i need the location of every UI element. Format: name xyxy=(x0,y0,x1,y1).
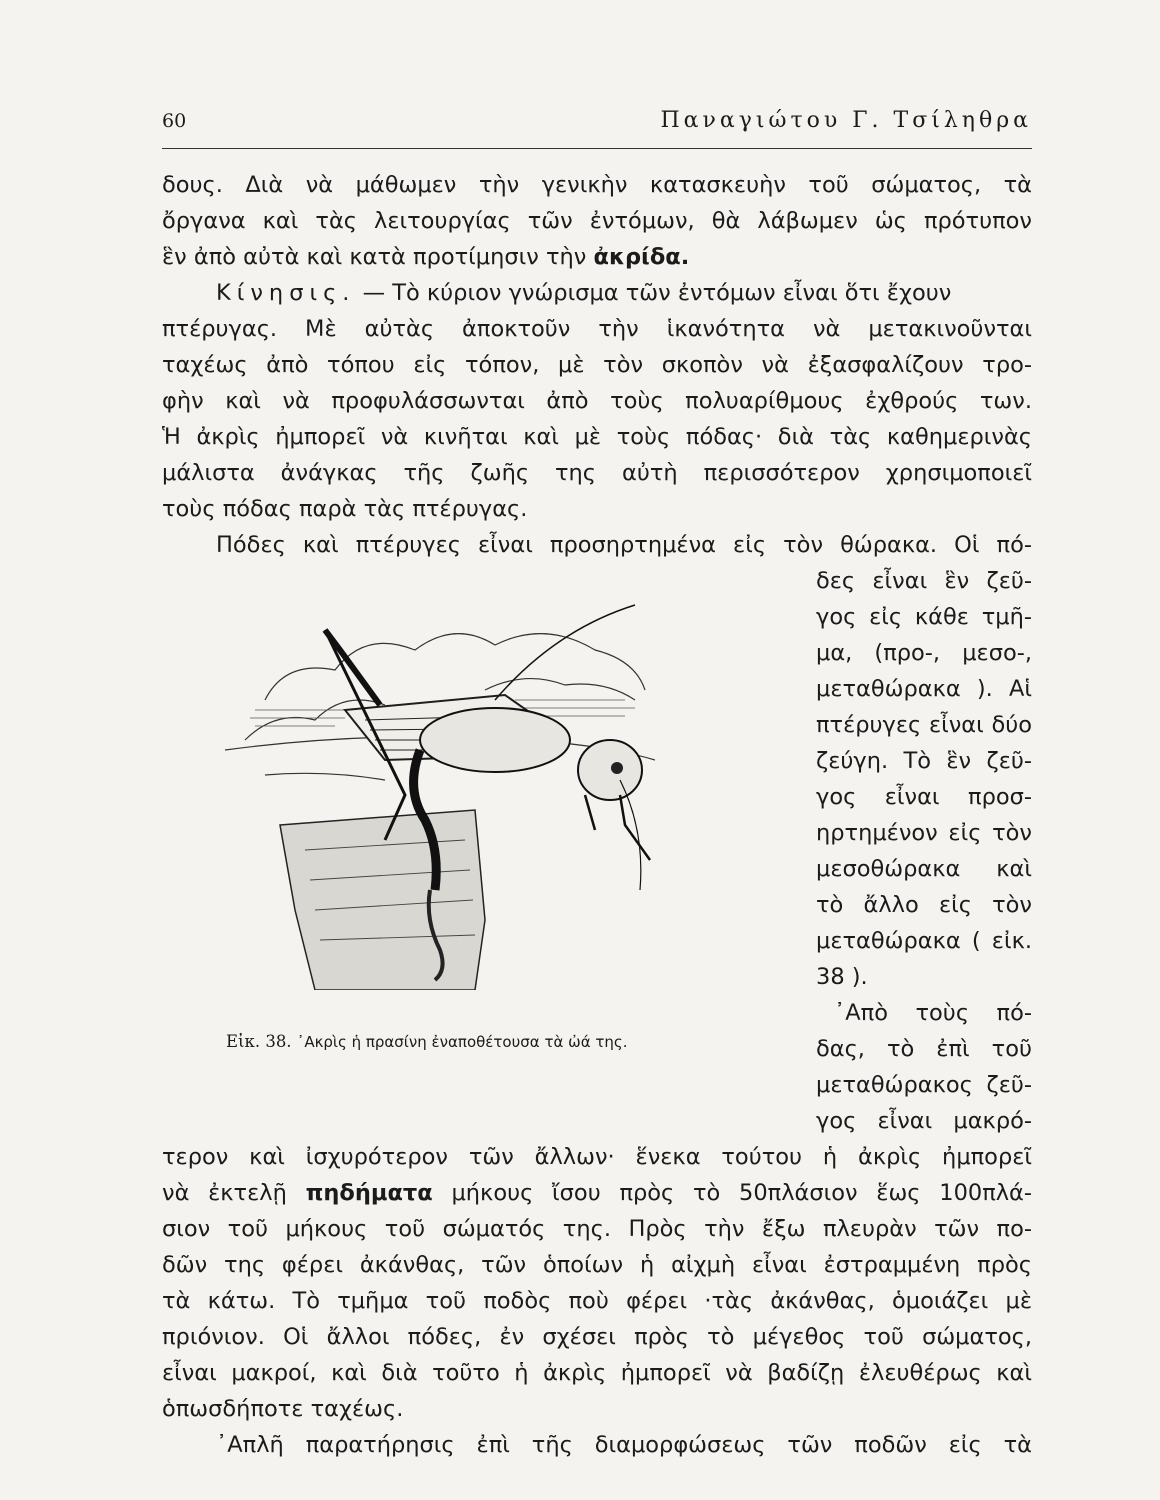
text-span: ἓν ἀπὸ αὐτὰ καὶ κατὰ προτίμησιν τὴν xyxy=(162,244,587,270)
text-line: Ἡ ἀκρὶς ἠμπορεῖ νὰ κινῆται καὶ μὲ τοὺς πόδας· διὰ τὰς καθημερινὰς xyxy=(162,424,1032,450)
side-text-line: μα, (προ-, μεσο-, xyxy=(816,640,1032,666)
side-text-line: δας, τὸ ἐπὶ τοῦ xyxy=(816,1036,1032,1062)
side-text-line: μεταθώρακος ζεῦ- xyxy=(816,1072,1032,1098)
text-line: τὰ κάτω. Τὸ τμῆμα τοῦ ποδὸς ποὺ φέρει ·τὰς ἀκάνθας, ὁμοιάζει μὲ xyxy=(162,1288,1032,1314)
text-line: Πόδες καὶ πτέρυγες εἶναι προσηρτημένα εἰς τὸν θώρακα. Οἱ πό- xyxy=(216,532,1032,558)
text-line xyxy=(162,1175,1032,1211)
running-head: Παναγιώτου Γ. Τσίληθρα xyxy=(660,108,1032,133)
figure-caption xyxy=(226,1032,627,1051)
side-text-line: ζεύγη. Τὸ ἓν ζεῦ- xyxy=(816,748,1032,774)
text-line: πτέρυγας. Μὲ αὐτὰς ἀποκτοῦν τὴν ἱκανότητα νὰ μετακινοῦνται xyxy=(162,316,1032,342)
text-span: μήκους ἴσου πρὸς τὸ 50πλάσιον ἕως 100πλά- xyxy=(451,1180,1033,1206)
term-pidimata: πηδήματα xyxy=(305,1180,433,1206)
page-header xyxy=(162,108,1032,149)
text-line: πριόνιον. Οἱ ἄλλοι πόδες, ἐν σχέσει πρὸς τὸ μέγεθος τοῦ σώματος, xyxy=(162,1324,1032,1350)
grasshopper-illustration xyxy=(225,590,655,990)
text-line: φὴν καὶ νὰ προφυλάσσωνται ἀπὸ τοὺς πολυαρίθμους ἐχθρούς των. xyxy=(162,388,1032,414)
caption-label: Εἰκ. 38. xyxy=(226,1032,292,1051)
side-text-line: ηρτημένον εἰς τὸν xyxy=(816,820,1032,846)
text-line: τερον καὶ ἰσχυρότερον τῶν ἄλλων· ἕνεκα τούτου ἡ ἀκρὶς ἠμπορεῖ xyxy=(162,1144,1032,1170)
side-text-line: μεταθώρακα ). Αἱ xyxy=(816,676,1032,702)
side-text-line: πτέρυγες εἶναι δύο xyxy=(816,712,1032,738)
text-line: εἶναι μακροί, καὶ διὰ τοῦτο ἡ ἀκρὶς ἠμπορεῖ νὰ βαδίζῃ ἐλευθέρως καὶ xyxy=(162,1360,1032,1386)
side-text-line: μεσοθώρακα καὶ xyxy=(816,856,1032,882)
side-text-line: 38 ). xyxy=(816,964,868,990)
side-text-line: ᾿Απὸ τοὺς πό- xyxy=(834,1000,1032,1026)
section-line xyxy=(216,275,951,311)
text-line: μάλιστα ἀνάγκας τῆς ζωῆς της αὐτὴ περισσότερον χρησιμοποιεῖ xyxy=(162,460,1032,486)
text-line: τοὺς πόδας παρὰ τὰς πτέρυγας. xyxy=(162,496,528,522)
section-title: Κίνησις. xyxy=(216,280,356,306)
side-text-line: τὸ ἄλλο εἰς τὸν xyxy=(816,892,1032,918)
text-span: — Τὸ κύριον γνώρισμα τῶν ἐντόμων εἶναι ὅτι ἔχουν xyxy=(355,280,952,306)
text-line: δους. Διὰ νὰ μάθωμεν τὴν γενικὴν κατασκευὴν τοῦ σώματος, τὰ xyxy=(162,172,1032,198)
text-line: σιον τοῦ μήκους τοῦ σώματός της. Πρὸς τὴν ἔξω πλευρὰν τῶν πο- xyxy=(162,1216,1032,1242)
side-text-line: δες εἶναι ἓν ζεῦ- xyxy=(816,568,1032,594)
side-text-line: μεταθώρακα ( εἰκ. xyxy=(816,928,1032,954)
caption-text: ᾿Ακρὶς ἡ πρασίνη ἐναποθέτουσα τὰ ὠά της. xyxy=(296,1033,628,1051)
text-line: δῶν της φέρει ἀκάνθας, τῶν ὁποίων ἡ αἰχμὴ εἶναι ἐστραμμένη πρὸς xyxy=(162,1252,1032,1278)
side-text-line: γος εἶναι προσ- xyxy=(816,784,1032,810)
text-span: νὰ ἐκτελῇ xyxy=(162,1180,287,1206)
side-text-line: γος εἶναι μακρό- xyxy=(816,1108,1032,1134)
page-number: 60 xyxy=(162,110,187,132)
text-line: ταχέως ἀπὸ τόπου εἰς τόπον, μὲ τὸν σκοπὸν νὰ ἐξασφαλίζουν τρο- xyxy=(162,352,1032,378)
side-text-line: γος εἰς κάθε τμῆ- xyxy=(816,604,1032,630)
text-line: ὁπωσδήποτε ταχέως. xyxy=(162,1396,404,1422)
term-akrida: ἀκρίδα. xyxy=(593,244,690,270)
text-line xyxy=(162,239,689,275)
text-line: ᾿Απλῆ παρατήρησις ἐπὶ τῆς διαμορφώσεως τῶν ποδῶν εἰς τὰ xyxy=(216,1432,1032,1458)
text-line: ὄργανα καὶ τὰς λειτουργίας τῶν ἐντόμων, θὰ λάβωμεν ὡς πρότυπον xyxy=(162,208,1032,234)
